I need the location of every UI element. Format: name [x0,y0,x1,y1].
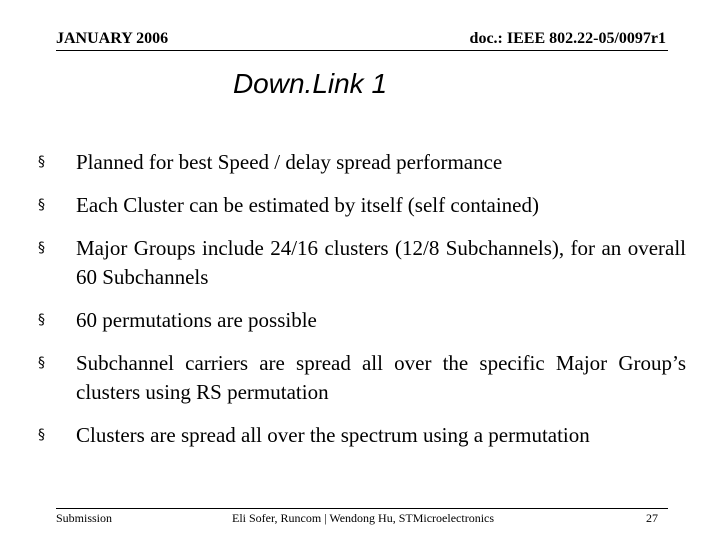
bullet-marker-icon: § [38,240,45,256]
footer-authors: Eli Sofer, Runcom | Wendong Hu, STMicroelectronics [232,511,495,525]
bullet-item [36,234,686,292]
bullet-item [36,349,686,407]
bullet-marker-icon: § [38,427,45,443]
bullet-text: Planned for best Speed / delay spread performance [76,150,503,174]
bullet-text: Clusters are spread all over the spectrum using a permutation [76,423,590,447]
header-divider [56,50,668,51]
header-date: JANUARY 2006 [56,30,169,47]
bullet-item [36,421,686,450]
bullet-text: Each Cluster can be estimated by itself (self contained) [76,193,539,217]
header-doc-id: doc.: IEEE 802.22-05/0097r1 [469,30,666,47]
bullet-text: Subchannel carriers are spread all over the specific Major Group’s clusters using RS permutation [76,351,686,404]
bullet-list [36,148,686,450]
bullet-item [36,306,686,335]
bullet-marker-icon: § [38,154,45,170]
bullet-text: 60 permutations are possible [76,308,317,332]
bullet-marker-icon: § [38,312,45,328]
footer-submission: Submission [56,511,113,525]
bullet-item [36,191,686,220]
bullet-item [36,148,686,177]
footer-divider [56,508,668,509]
page-number: 27 [646,511,658,525]
bullet-marker-icon: § [38,355,45,371]
slide-title: Down.Link 1 [232,68,388,99]
bullet-marker-icon: § [38,197,45,213]
bullet-text: Major Groups include 24/16 clusters (12/8 Subchannels), for an overall 60 Subchannels [76,236,686,289]
